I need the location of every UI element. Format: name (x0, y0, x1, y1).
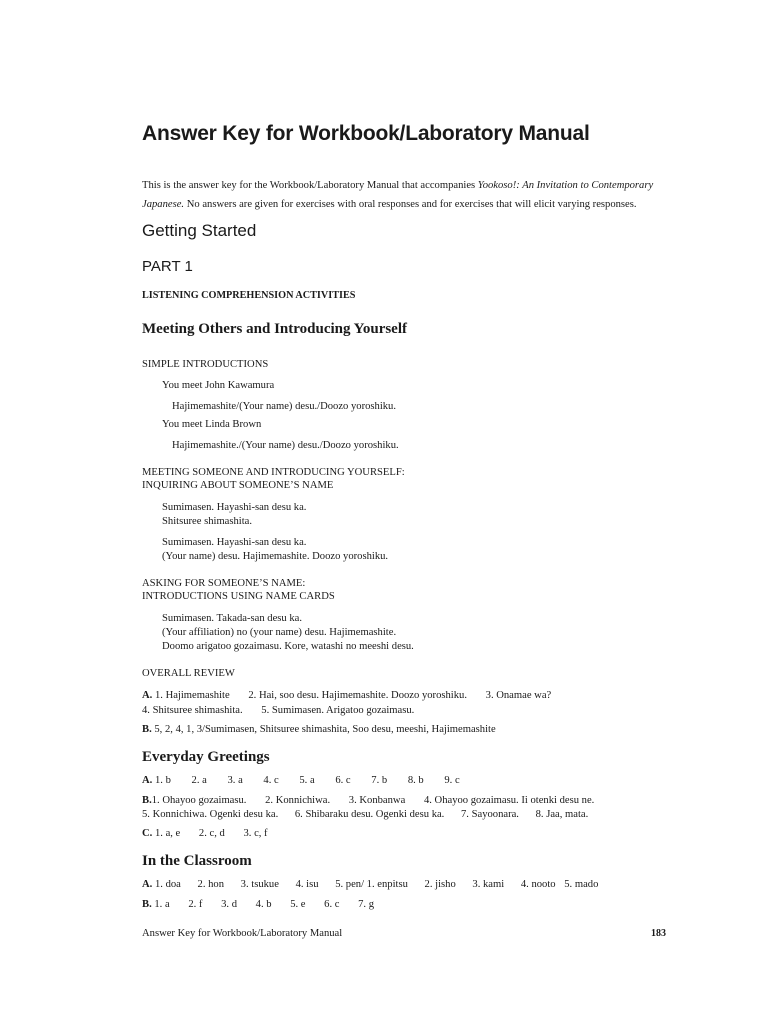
classroom-a-8: 4. nooto (520, 879, 556, 890)
asking-line-1: Sumimasen. Takada-san desu ka. (162, 613, 302, 624)
simple-q1: You meet John Kawamura (162, 380, 275, 391)
part-heading: PART 1 (142, 258, 193, 275)
simple-introductions-heading: SIMPLE INTRODUCTIONS (142, 359, 269, 370)
review-a-row (142, 689, 551, 704)
meeting-line-1: Sumimasen. Hayashi-san desu ka. (162, 502, 307, 513)
greetings-b-1: 1. Ohayoo gozaimasu. (151, 795, 247, 806)
asking-heading-1: ASKING FOR SOMEONE’S NAME: (142, 578, 306, 589)
classroom-a-7: 3. kami (472, 879, 505, 890)
greetings-b-row (142, 794, 594, 809)
section-heading-meeting: Meeting Others and Introducing Yourself (142, 321, 408, 337)
meeting-heading-1: MEETING SOMEONE AND INTRODUCING YOURSELF: (142, 467, 405, 478)
classroom-a-9: 5. mado (564, 879, 599, 890)
answer-label-a: A. (142, 775, 153, 786)
footer-title: Answer Key for Workbook/Laboratory Manual (142, 928, 343, 939)
review-a-4: 4. Shitsuree shimashita. (142, 705, 243, 716)
answer-label-b: B. (142, 795, 152, 806)
page-title: Answer Key for Workbook/Laboratory Manual (142, 122, 590, 145)
classroom-a-5: 5. pen/ 1. enpitsu (335, 879, 408, 890)
review-a-row-2 (142, 704, 414, 719)
asking-line-2: (Your affiliation) no (your name) desu. Hajimemashite. (162, 627, 397, 638)
overall-review-heading: OVERALL REVIEW (142, 668, 235, 679)
greetings-a-5: 5. a (299, 775, 315, 786)
greetings-b-2: 2. Konnichiwa. (265, 795, 331, 806)
greetings-b-6: 6. Shibaraku desu. Ogenki desu ka. (294, 809, 445, 820)
review-a-2: 2. Hai, soo desu. Hajimemashite. Doozo yoroshiku. (248, 690, 467, 701)
classroom-a-6: 2. jisho (424, 879, 456, 890)
chapter-heading: Getting Started (142, 221, 257, 240)
classroom-b-row (142, 898, 374, 913)
greetings-a-7: 7. b (371, 775, 388, 786)
review-b-text: 5, 2, 4, 1, 3/Sumimasen, Shitsuree shimashita, Soo desu, meeshi, Hajimemashite (154, 724, 496, 735)
simple-a2: Hajimemashite./(Your name) desu./Doozo yoroshiku. (172, 440, 399, 451)
section-heading-greetings: Everyday Greetings (142, 749, 270, 765)
classroom-a-2: 2. hon (197, 879, 224, 890)
greetings-a-2: 2. a (191, 775, 207, 786)
classroom-b-6: 6. c (324, 899, 340, 910)
greetings-b-7: 7. Sayoonara. (461, 809, 519, 820)
answer-label-b: B. (142, 724, 152, 735)
simple-a1: Hajimemashite/(Your name) desu./Doozo yoroshiku. (172, 401, 397, 412)
activities-heading: LISTENING COMPREHENSION ACTIVITIES (142, 290, 356, 301)
classroom-b-3: 3. d (221, 899, 237, 910)
greetings-b-8: 8. Jaa, mata. (535, 809, 589, 820)
greetings-a-row (142, 774, 460, 789)
greetings-b-5: 5. Konnichiwa. Ogenki desu ka. (142, 809, 279, 820)
greetings-a-8: 8. b (407, 775, 424, 786)
greetings-a-9: 9. c (444, 775, 460, 786)
meeting-line-2: Shitsuree shimashita. (162, 516, 253, 527)
answer-label-a: A. (142, 879, 153, 890)
section-heading-classroom: In the Classroom (142, 853, 252, 869)
intro-paragraph (142, 176, 682, 214)
greetings-a-6: 6. c (335, 775, 351, 786)
classroom-a-3: 3. tsukue (240, 879, 279, 890)
greetings-a-4: 4. c (263, 775, 279, 786)
book-title: Yookoso!: An Invitation to Contemporary Japanese. (142, 180, 654, 210)
classroom-a-4: 4. isu (295, 879, 319, 890)
answer-label-b: B. (142, 899, 152, 910)
page-number: 183 (651, 928, 666, 939)
greetings-c-2: 2. c, d (198, 828, 225, 839)
classroom-b-1: 1. a (154, 899, 170, 910)
greetings-c-1: 1. a, e (154, 828, 181, 839)
intro-text-2: No answers are given for exercises with oral responses and for exercises that will elicit varying responses. (184, 199, 637, 210)
answer-label-c: C. (142, 828, 153, 839)
greetings-c-row (142, 827, 268, 842)
review-b-row (142, 723, 496, 738)
meeting-line-3: Sumimasen. Hayashi-san desu ka. (162, 537, 307, 548)
classroom-b-4: 4. b (255, 899, 272, 910)
classroom-a-row (142, 878, 598, 893)
greetings-c-3: 3. c, f (243, 828, 268, 839)
asking-heading-2: INTRODUCTIONS USING NAME CARDS (142, 591, 335, 602)
greetings-a-3: 3. a (227, 775, 243, 786)
answer-label-a: A. (142, 690, 153, 701)
simple-q2: You meet Linda Brown (162, 419, 262, 430)
intro-text-1: This is the answer key for the Workbook/Laboratory Manual that accompanies (142, 180, 478, 191)
classroom-b-5: 5. e (290, 899, 306, 910)
classroom-b-2: 2. f (188, 899, 203, 910)
greetings-b-4: 4. Ohayoo gozaimasu. Ii otenki desu ne. (423, 795, 595, 806)
review-a-3: 3. Onamae wa? (485, 690, 552, 701)
greetings-a-1: 1. b (154, 775, 171, 786)
meeting-heading-2: INQUIRING ABOUT SOMEONE’S NAME (142, 480, 334, 491)
classroom-a-1: 1. doa (154, 879, 181, 890)
asking-line-3: Doomo arigatoo gozaimasu. Kore, watashi no meeshi desu. (162, 641, 414, 652)
review-a-1: 1. Hajimemashite (154, 690, 230, 701)
review-a-5: 5. Sumimasen. Arigatoo gozaimasu. (261, 705, 415, 716)
classroom-b-7: 7. g (358, 899, 374, 910)
greetings-b-row-2 (142, 808, 588, 823)
meeting-line-4: (Your name) desu. Hajimemashite. Doozo yoroshiku. (162, 551, 389, 562)
greetings-b-3: 3. Konbanwa (348, 795, 406, 806)
